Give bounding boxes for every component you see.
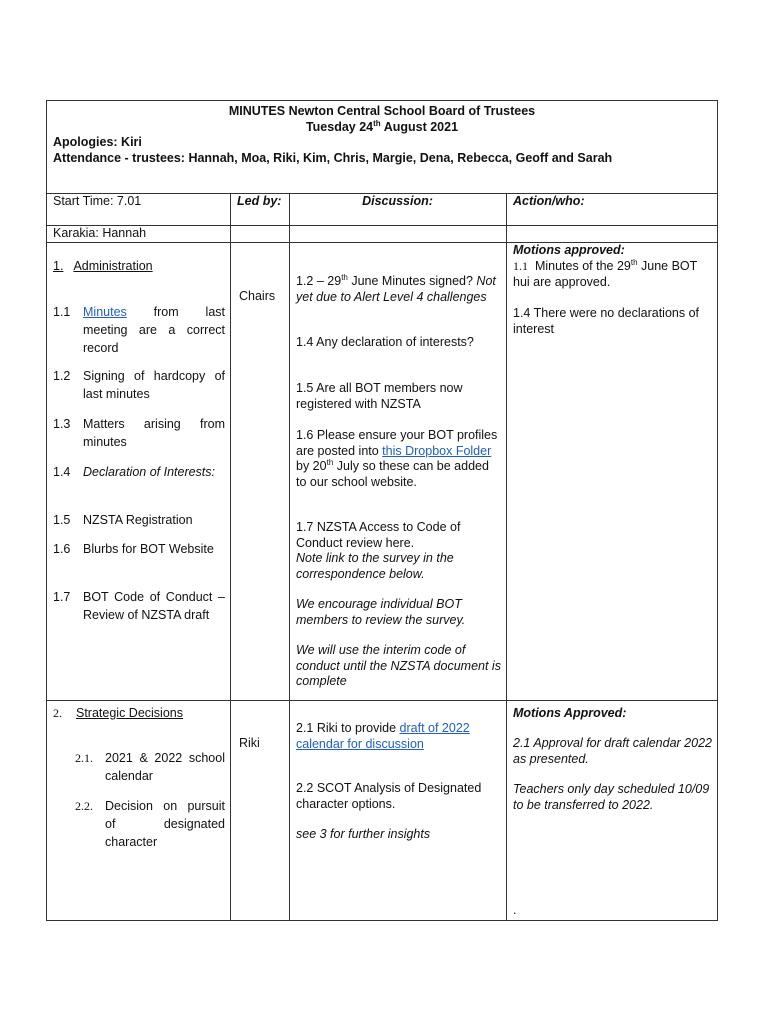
- table-row-divider: [46, 225, 718, 226]
- discussion-1-6: 1.6 Please ensure your BOT profiles are posted into this Dropbox Folder by 20th July so these can be added to our school website.: [296, 428, 498, 489]
- column-divider: [230, 193, 231, 920]
- action-1-1: 1.1 Minutes of the 29th June BOT hui are approved.: [513, 257, 698, 289]
- agenda-item-1-2: 1.2 Signing of hardcopy of last minutes: [53, 369, 225, 401]
- meeting-date: Tuesday 24th August 2021: [305, 118, 459, 134]
- action-1-4: 1.4 There were no declarations of interest: [513, 306, 699, 336]
- attendance: Attendance - trustees: Hannah, Moa, Riki, Kim, Chris, Margie, Dena, Rebecca, Geoff and Sarah: [53, 151, 613, 165]
- apologies: Apologies: Kiri: [53, 135, 142, 149]
- led-by-header: Led by:: [237, 194, 282, 208]
- table-border-top: [46, 100, 718, 101]
- agenda-item-1-5: 1.5 NZSTA Registration: [53, 513, 193, 527]
- start-time: Start Time: 7.01: [53, 194, 142, 208]
- karakia: Karakia: Hannah: [53, 226, 147, 240]
- minutes-document: [46, 100, 718, 920]
- section-2-heading: 2. Strategic Decisions: [53, 706, 183, 720]
- column-divider: [506, 193, 507, 920]
- discussion-1-7: 1.7 NZSTA Access to Code of Conduct review here. Note link to the survey in the correspondence below.: [296, 520, 461, 581]
- minutes-link[interactable]: Minutes: [83, 305, 127, 319]
- header: [46, 103, 718, 135]
- section-1-heading: 1. Administration: [53, 259, 153, 273]
- agenda-item-1-7: 1.7 BOT Code of Conduct – Review of NZSTA draft: [53, 590, 225, 622]
- dropbox-folder-link[interactable]: this Dropbox Folder: [382, 443, 492, 458]
- trailing-dot: .: [513, 903, 517, 917]
- led-by-chairs: Chairs: [239, 289, 276, 303]
- motions-approved-2: Motions Approved:: [513, 706, 627, 720]
- action-teachers-only-day: Teachers only day scheduled 10/09 to be transferred to 2022.: [513, 782, 710, 812]
- discussion-header: Discussion:: [362, 194, 433, 208]
- led-by-riki: Riki: [239, 736, 260, 750]
- discussion-1-4: 1.4 Any declaration of interests?: [296, 335, 474, 349]
- discussion-1-2: 1.2 – 29th June Minutes signed? Not yet due to Alert Level 4 challenges: [296, 272, 496, 304]
- discussion-2-2: 2.2 SCOT Analysis of Designated character options.: [296, 781, 482, 811]
- agenda-item-2-2: 2.2. Decision on pursuit of designated character: [75, 799, 225, 849]
- discussion-2-2-note: see 3 for further insights: [296, 827, 431, 841]
- table-border-right: [717, 100, 718, 920]
- calendar-draft-link[interactable]: draft of 2022 calendar for discussion: [296, 721, 470, 751]
- discussion-2-1: 2.1 Riki to provide draft of 2022 calendar for discussion: [296, 721, 470, 751]
- discussion-1-7-encourage: We encourage individual BOT members to review the survey.: [296, 597, 466, 627]
- table-row-divider: [46, 700, 718, 701]
- discussion-1-7-interim: We will use the interim code of conduct until the NZSTA document is complete: [296, 643, 501, 688]
- agenda-item-1-1: 1.1 Minutes from last meeting are a correct record: [53, 305, 225, 355]
- agenda-item-1-6: 1.6 Blurbs for BOT Website: [53, 542, 214, 556]
- agenda-item-1-4: 1.4 Declaration of Interests:: [53, 465, 216, 479]
- action-2-1: 2.1 Approval for draft calendar 2022 as presented.: [513, 736, 712, 766]
- column-divider: [289, 193, 290, 920]
- page-title: MINUTES Newton Central School Board of Trustees: [228, 104, 536, 118]
- motions-approved-1: Motions approved:: [513, 243, 625, 257]
- table-border-left: [46, 100, 47, 920]
- agenda-item-1-3: 1.3 Matters arising from minutes: [53, 417, 225, 449]
- table-border-bottom: [46, 920, 718, 921]
- discussion-1-5: 1.5 Are all BOT members now registered with NZSTA: [296, 381, 463, 411]
- agenda-item-2-1: 2.1. 2021 & 2022 school calendar: [75, 751, 225, 783]
- action-who-header: Action/who:: [513, 194, 585, 208]
